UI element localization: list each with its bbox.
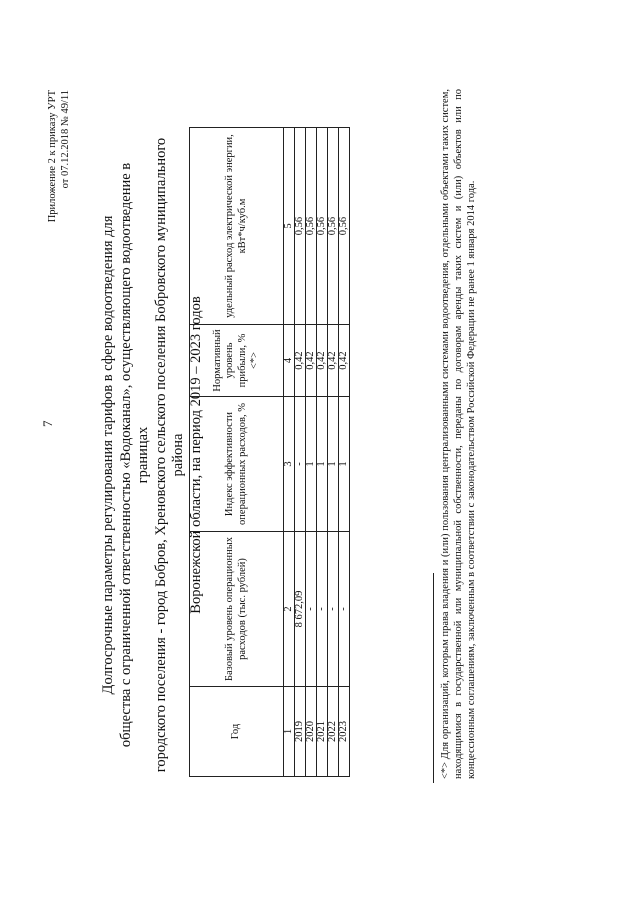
table-cell: 0,56 [328,128,339,325]
column-number: 5 [284,128,295,325]
table-cell: - [317,532,328,687]
table-header-row [190,128,284,777]
header-year: Год [190,687,284,777]
table-cell: - [306,532,317,687]
table-cell: 8 672,09 [295,532,306,687]
title-line-2: общества с ограниченной ответственностью «Водоканал», осуществляющего водоотведение в границах [117,162,151,748]
table-cell: 2019 [295,687,306,777]
table-cell: - [328,532,339,687]
table-cell: 0,42 [328,325,339,397]
table-cell: 0,56 [317,128,328,325]
table-cell: 0,42 [317,325,328,397]
table-cell: 2022 [328,687,339,777]
table-cell: 1 [328,397,339,532]
table-cell: 1 [317,397,328,532]
annex-reference [46,90,72,222]
title-line-1: Долгосрочные параметры регулирования тарифов в сфере водоотведения для [100,215,116,695]
table-cell: 0,42 [306,325,317,397]
header-base-opex: Базовый уровень операционных расходов (тыс. рублей) [190,532,284,687]
table-cell: 0,56 [339,128,350,325]
title-line-3: городского поселения - город Бобров, Хреновского сельского поселения Бобровского муниципального района [152,137,186,773]
column-number-row [284,128,295,777]
table-cell: 0,56 [306,128,317,325]
footnote: <*> Для организаций, которым права владения и (или) пользования централизованными системами водоотведения, отдельными объектами таких систем, находящимися в государственной или муниципальной собственности, переданы по договорам аренды таких систем и (или) объектов или по концессионным соглашениям, заключенным в соответствии с законодательством Российской Федерации не ранее 1 января 2014 года. [440,89,477,779]
table-cell: 0,42 [295,325,306,397]
table-cell: 1 [339,397,350,532]
parameters-table [189,127,350,777]
table-row [339,128,350,777]
table-row [328,128,339,777]
column-number: 2 [284,532,295,687]
page-number: 7 [40,420,55,427]
table-cell: 2023 [339,687,350,777]
table-row [306,128,317,777]
header-energy-consumption: удельный расход электрической энергии, кВт*ч/куб.м [190,128,284,325]
title-line-4: Воронежской области, на период 2019 – 2023 годов [187,296,204,614]
footnote-divider [433,573,434,783]
table-cell: 0,56 [295,128,306,325]
table-cell: - [339,532,350,687]
annex-line-1: Приложение 2 к приказу УРТ [47,90,58,223]
column-number: 4 [284,325,295,397]
annex-line-2: от 07.12.2018 № 49/11 [60,90,71,189]
column-number: 1 [284,687,295,777]
table-cell: 0,42 [339,325,350,397]
table-cell: 2021 [317,687,328,777]
header-efficiency-index: Индекс эффективности операционных расходов, % [190,397,284,532]
table-row [295,128,306,777]
header-profit-level: Нормативный уровень прибыли, % <*> [190,325,284,397]
table-cell: 2020 [306,687,317,777]
table-cell: 1 [306,397,317,532]
column-number: 3 [284,397,295,532]
table-row [317,128,328,777]
table-cell: - [295,397,306,532]
